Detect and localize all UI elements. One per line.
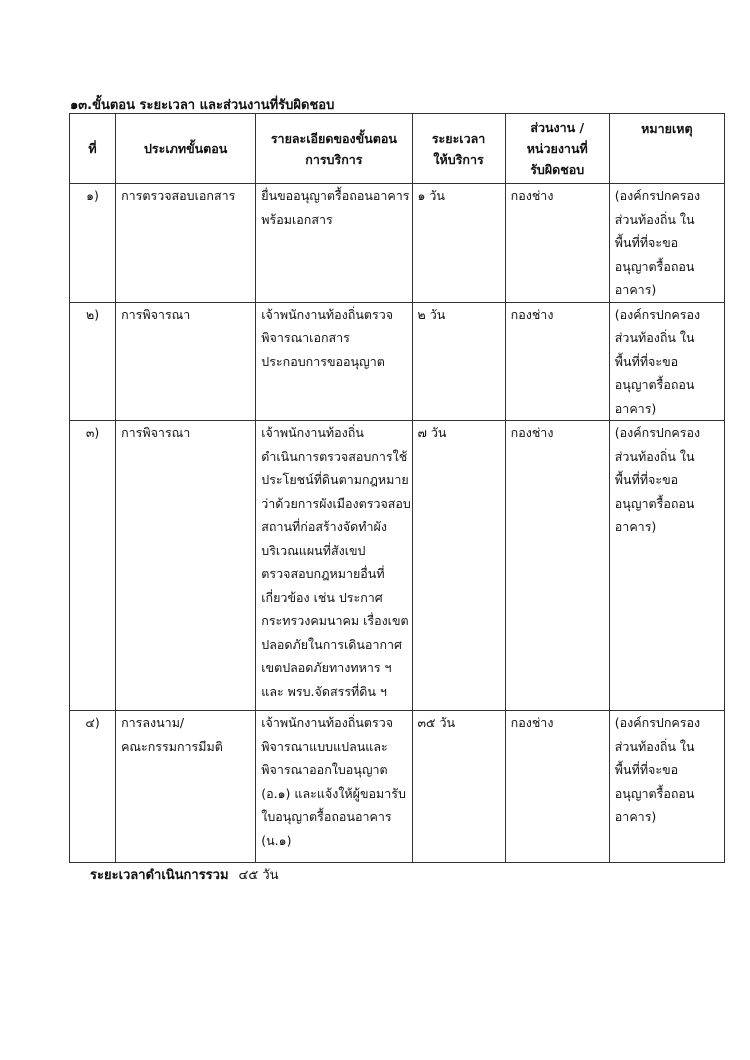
header-detail: รายละเอียดของขั้นตอน การบริการ: [256, 114, 412, 184]
table-header-row: [70, 114, 725, 184]
step-detail-line: เจ้าพนักงานท้องถิ่นตรวจ: [261, 715, 394, 730]
step-note-line: พื้นที่ที่จะขอ: [614, 353, 679, 369]
step-note-line: พื้นที่ที่จะขอ: [614, 762, 679, 777]
step-note-line: ส่วนท้องถิ่น ใน: [614, 448, 695, 464]
step-unit: กองช่าง: [505, 711, 609, 863]
step-detail-line: ใบอนุญาตรื้อถอนอาคาร: [261, 809, 392, 824]
step-detail-line: สถานที่ก่อสร้างจัดทำผัง: [261, 519, 387, 534]
step-note-line: อาคาร): [614, 282, 657, 297]
step-note: [609, 711, 724, 863]
header-no: ที่: [70, 114, 116, 184]
table-row: [70, 302, 725, 421]
step-note: [609, 421, 724, 711]
steps-table: [69, 113, 725, 863]
step-detail: [256, 711, 412, 863]
step-type: [116, 184, 256, 303]
step-type: [116, 302, 256, 421]
step-note: [609, 184, 724, 303]
step-time: ๑ วัน: [412, 184, 505, 303]
step-type-line: การพิจารณา: [121, 425, 191, 440]
step-note-line: (องค์กรปกครอง: [614, 306, 701, 322]
step-detail-line: ว่าด้วยการผังเมืองตรวจสอบ: [261, 495, 411, 511]
step-detail-line: ประโยชน์ที่ดินตามกฎหมาย: [261, 472, 409, 487]
step-note-line: อาคาร): [614, 400, 657, 416]
step-detail-line: พิจารณาแบบแปลนและ: [261, 738, 388, 754]
step-detail-line: พร้อมเอกสาร: [261, 211, 333, 227]
step-note-line: พื้นที่ที่จะขอ: [614, 235, 679, 250]
step-time: ๓๕ วัน: [412, 711, 505, 863]
table-row: [70, 711, 725, 863]
step-detail-line: เจ้าพนักงานท้องถิ่น: [261, 425, 364, 440]
step-detail-line: (น.๑): [261, 832, 292, 848]
table-row: [70, 184, 725, 303]
step-note-line: ส่วนท้องถิ่น ใน: [614, 211, 695, 227]
step-detail: [256, 421, 412, 711]
step-detail-line: พิจารณาเอกสาร: [261, 330, 350, 345]
step-detail-line: เขตปลอดภัยทางทหาร ฯ: [261, 660, 392, 675]
step-note-line: อนุญาตรื้อถอน: [614, 495, 695, 511]
step-type-line: การตรวจสอบเอกสาร: [121, 188, 236, 203]
step-note-line: (องค์กรปกครอง: [614, 425, 701, 440]
step-note-line: พื้นที่ที่จะขอ: [614, 472, 679, 487]
step-detail-line: เกี่ยวข้อง เช่น ประกาศ: [261, 589, 383, 605]
total-label: ระยะเวลาดำเนินการรวม: [90, 868, 229, 883]
step-type-line: การลงนาม/: [121, 715, 185, 730]
step-detail-line: กระทรวงคมนาคม เรื่องเขต: [261, 613, 409, 628]
step-note-line: อนุญาตรื้อถอน: [614, 785, 695, 801]
step-time: ๗ วัน: [412, 421, 505, 711]
step-detail: [256, 184, 412, 303]
step-detail-line: ยื่นขออนุญาตรื้อถอนอาคาร: [261, 188, 410, 203]
step-note-line: (องค์กรปกครอง: [614, 715, 701, 730]
table-row: [70, 421, 725, 711]
step-detail-line: ปลอดภัยในการเดินอากาศ: [261, 636, 402, 652]
step-detail-line: เจ้าพนักงานท้องถิ่นตรวจ: [261, 306, 394, 322]
header-time: ระยะเวลา ให้บริการ: [412, 114, 505, 184]
step-unit: กองช่าง: [505, 302, 609, 421]
step-detail-line: ตรวจสอบกฎหมายอื่นที่: [261, 566, 385, 581]
step-unit: กองช่าง: [505, 421, 609, 711]
step-detail-line: (อ.๑) และแจ้งให้ผู้ขอมารับ: [261, 785, 406, 801]
header-type: ประเภทขั้นตอน: [116, 114, 256, 184]
step-note: [609, 302, 724, 421]
header-note: หมายเหตุ: [609, 114, 724, 184]
step-note-line: (องค์กรปกครอง: [614, 188, 701, 203]
step-note-line: ส่วนท้องถิ่น ใน: [614, 330, 695, 345]
step-type-line: การพิจารณา: [121, 306, 191, 322]
step-number: ๓): [70, 421, 116, 711]
step-type: [116, 421, 256, 711]
step-number: ๒): [70, 302, 116, 421]
step-unit: กองช่าง: [505, 184, 609, 303]
step-detail-line: บริเวณแผนที่สังเขป: [261, 542, 366, 558]
step-type-line: คณะกรรมการมีมติ: [121, 738, 223, 754]
step-note-line: อาคาร): [614, 809, 657, 824]
step-time: ๒ วัน: [412, 302, 505, 421]
step-note-line: อาคาร): [614, 519, 657, 534]
total-duration: [90, 864, 279, 885]
total-value: ๔๕ วัน: [238, 868, 279, 883]
step-note-line: อนุญาตรื้อถอน: [614, 258, 695, 274]
step-type: [116, 711, 256, 863]
header-unit: ส่วนงาน / หน่วยงานที่ รับผิดชอบ: [505, 114, 609, 184]
step-note-line: อนุญาตรื้อถอน: [614, 377, 695, 392]
step-note-line: ส่วนท้องถิ่น ใน: [614, 738, 695, 754]
step-detail-line: และ พรบ.จัดสรรที่ดิน ฯ: [261, 683, 387, 699]
step-detail: [256, 302, 412, 421]
step-detail-line: ประกอบการขออนุญาต: [261, 353, 385, 369]
step-number: ๔): [70, 711, 116, 863]
step-detail-line: พิจารณาออกใบอนุญาต: [261, 762, 388, 777]
step-detail-line: ดำเนินการตรวจสอบการใช้: [261, 448, 408, 464]
step-number: ๑): [70, 184, 116, 303]
section-title: ๑๓.ขั้นตอน ระยะเวลา และส่วนงานที่รับผิดชอบ: [70, 98, 335, 113]
